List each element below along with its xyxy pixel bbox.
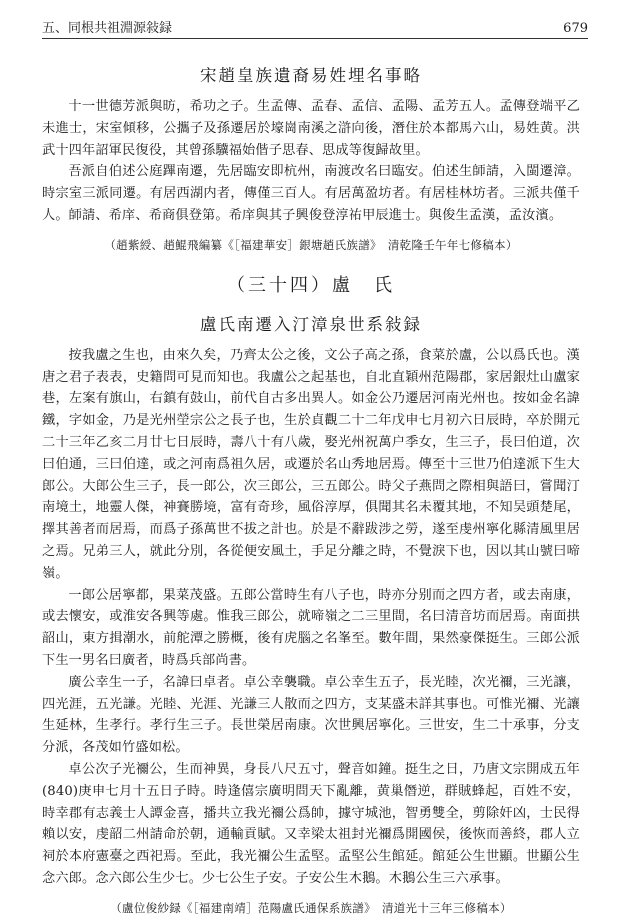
page-number: 679 (563, 21, 588, 36)
document-title-zhao: 宋趙皇族遺裔易姓埋名事略 (200, 66, 422, 85)
running-head-section: 五、同根共祖淵源敍録 (42, 21, 173, 36)
paragraph: 一郎公居寧都，果菜茂盛。五郎公當時生有八子也，時亦分别而之四方者，或去南康，或去懷安，或淮安各興等處。惟我三郎公，就啼嶺之二三里間，名曰清音坊而居焉。南面拱韶山，東方揖潮水，前舵潭之勝概，後有虎腦之名峯至。數年間，果然豪傑挺生。三郎公派下生一男名曰廣者，時爲兵部尚書。 (42, 587, 580, 668)
paragraph: 卓公次子光禰公，生而神異，身長八尺五寸，聲音如鐘。挺生之日，乃唐文宗開成五年(840)庚申七月十五日子時。時逢僖宗廣明問天下亂離，黄巢僭逆，群賊蜂起，百姓不安，時幸郡有志義士人譚金喜，播共立我光禰公爲帥，據守城池，智勇雙全，剪除奸凶，士民得賴以安，虔韶二州請命於朝，通輸貢賦。又幸梁太祖封光禰爲開國侯，後恢而善終，郡人立祠於本府憲臺之西祀焉。至此，我光禰公生孟堅。孟堅公生館延。館延公生世顯。世顯公生念六郎。念六郎公生少七。少七公生子安。子安公生木鵝。木鵝公生三六承事。 (42, 761, 580, 886)
paragraph: 廣公幸生一子，名諱曰卓者。卓公幸襲職。卓公幸生五子，長光睦，次光禰，三光讓，四光涯，五光謙。光睦、光涯、光謙三人散而之四方，支某盛未詳其事也。可惟光禰、光讓生延林，生孝行。孝行生三子。長世榮居南康。次世興居寧化。三世安，生二十承事，分支分派，各茂如竹盛如松。 (42, 674, 580, 756)
paragraph: 按我盧之生也，由來久矣，乃齊太公之後，文公子高之孫，食菜於盧，公以爲氏也。漢唐之君子表表，史籍問可見而知也。我盧公之起基也，自北直穎州范陽郡，家居銀灶山盧家巷，左案有旗山，右鎮有鼓山，前代自古多出異人。如金公乃遷居河南光州也。按如金名諱鐵，字如金，乃是光州塋宗公之長子也，生於貞觀二十二年戊申七月初六日辰時，卒於開元二十三年乙亥二月廿七日辰時，壽八十有八歲，娶光州祝萬户季女，生三子，長曰伯道，次曰伯通，三曰伯達，或之河南爲祖久居，或遷於名山秀地居焉。傳至十三世乃伯達派下生大郎公。大郎公生三子，長一郎公，次三郎公，三五郎公。時父子燕問之際相與語曰，嘗聞汀南境土，地靈人傑，神賽勝境，富有奇珍，風俗淳厚，俱聞其名未覆其地，不知吴頭楚尾，擇其善者而居焉，而爲子孫萬世不拔之計也。於是不辭跋涉之勞，遂至虔州寧化縣清風里居之焉。兄弟三人，就此分別，各從便安風土，手足分離之時，不覺淚下也，因以其山號曰啼嶺。 (42, 347, 580, 581)
paragraph: 十一世德芳派與昉，希功之子。生孟傳、孟春、孟信、孟陽、孟芳五人。孟傳登端平乙未進士，宋室傾移，公攜子及孫遷居於壕崗南溪之滸向後，潛住於本都馬六山，易姓黄。洪武十四年詔軍民復役，其曾孫驥福始偕子思春、思成等復歸故里。 (42, 99, 580, 158)
page-content (42, 62, 580, 920)
paragraph: 吾派自伯述公庭蹕南遷，先居臨安即杭州，南渡改名曰臨安。伯述生師請，入閩遷漳。時宗室三派同遷。有居西湖内者，傳僅三百人。有居萬盈坊者。有居桂林坊者。三派共僅千人。師請、希庠、希商俱登第。希庠與其子興俊登淳祐甲辰進士。與俊生孟漢，孟汝濱。 (42, 164, 580, 223)
source-citation-lu: （盧位俊紗録《［福建南靖］范陽盧氏通保系族譜》 清道光十三年三修稿本） (110, 900, 512, 915)
source-citation-zhao: （趙紫綬、趙鯤飛編纂《［福建華安］銀塘趙氏族譜》 清乾隆壬午年七修稿本） (104, 237, 518, 252)
running-head (42, 18, 588, 36)
document-title-lu: 盧氏南遷入汀漳泉世系敍録 (200, 314, 422, 334)
header-rule (42, 38, 588, 39)
section-heading-lu: （三十四）盧 氏 (227, 274, 395, 296)
